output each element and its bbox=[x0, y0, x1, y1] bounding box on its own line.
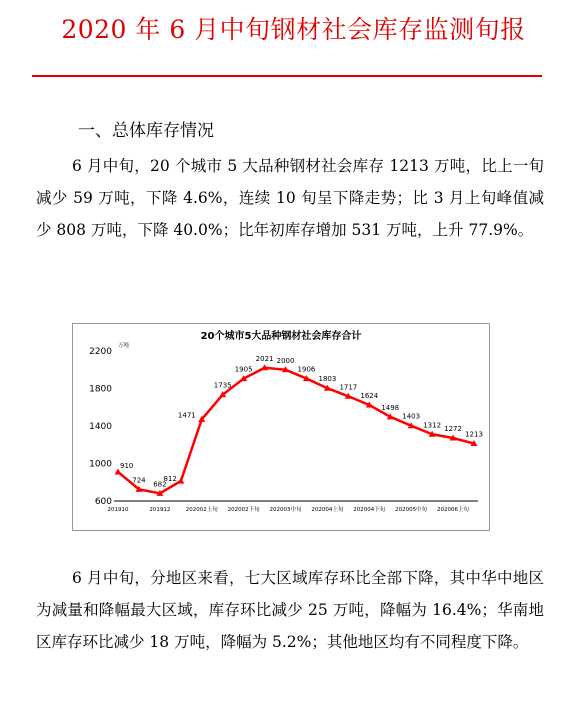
data-label: 2000 bbox=[276, 356, 295, 365]
data-label: 1905 bbox=[234, 365, 253, 374]
x-tick-label: 201912 bbox=[149, 507, 171, 513]
data-label: 1735 bbox=[213, 381, 232, 390]
data-label: 910 bbox=[120, 461, 134, 470]
x-tick-label: 202003中旬 bbox=[269, 507, 302, 513]
data-label: 1803 bbox=[318, 375, 337, 384]
data-label: 1498 bbox=[381, 403, 400, 412]
title-divider bbox=[32, 75, 542, 77]
y-tick-label: 600 bbox=[94, 497, 112, 507]
y-tick-label: 1800 bbox=[89, 384, 112, 395]
data-label: 1906 bbox=[297, 365, 316, 374]
inventory-line-chart bbox=[72, 323, 490, 531]
y-tick-label: 1000 bbox=[89, 459, 112, 470]
y-unit-label: 万吨 bbox=[118, 343, 130, 349]
x-tick-label: 202005中旬 bbox=[395, 507, 428, 513]
paragraph-overall-inventory: 6 月中旬，20 个城市 5 大品种钢材社会库存 1213 万吨，比上一旬减少 59 万吨，下降 4.6%，连续 10 旬呈下降走势；比 3 月上旬峰值减少 808 万吨，下降 40.0%；比年初库存增加 531 万吨，上升 77.9%。 bbox=[36, 157, 544, 239]
data-label: 2021 bbox=[255, 354, 274, 363]
section-heading: 一、总体库存情况 bbox=[78, 121, 214, 141]
data-label: 1403 bbox=[402, 412, 421, 421]
data-label: 812 bbox=[163, 475, 177, 484]
data-label: 1717 bbox=[339, 383, 358, 392]
x-tick-label: 201910 bbox=[107, 507, 129, 513]
x-tick-label: 202002下旬 bbox=[227, 507, 260, 513]
document-title: 2020 年 6 月中旬钢材社会库存监测旬报 bbox=[61, 15, 526, 44]
data-label: 682 bbox=[153, 480, 167, 489]
data-label: 1272 bbox=[444, 425, 462, 433]
y-tick-label: 2200 bbox=[89, 347, 112, 357]
data-label: 1624 bbox=[360, 392, 379, 400]
x-tick-label: 202004下旬 bbox=[353, 507, 386, 513]
paragraph-regional-inventory: 6 月中旬，分地区来看，七大区域库存环比全部下降，其中华中地区为减量和降幅最大区域，库存环比减少 25 万吨，降幅为 16.4%；华南地区库存环比减少 18 万吨，降幅为 5.2%；其他地区均有不同程度下降。 bbox=[36, 569, 544, 651]
x-tick-label: 202006上旬 bbox=[437, 507, 470, 513]
chart-title: 20个城市5大品种钢材社会库存合计 bbox=[200, 331, 362, 342]
data-label: 1213 bbox=[465, 430, 483, 439]
y-tick-label: 1400 bbox=[89, 422, 112, 432]
data-label: 1312 bbox=[423, 421, 442, 430]
data-label: 1471 bbox=[177, 411, 196, 420]
data-label: 724 bbox=[132, 476, 146, 485]
x-tick-label: 202002上旬 bbox=[185, 507, 218, 513]
x-tick-label: 202004上旬 bbox=[311, 507, 344, 513]
